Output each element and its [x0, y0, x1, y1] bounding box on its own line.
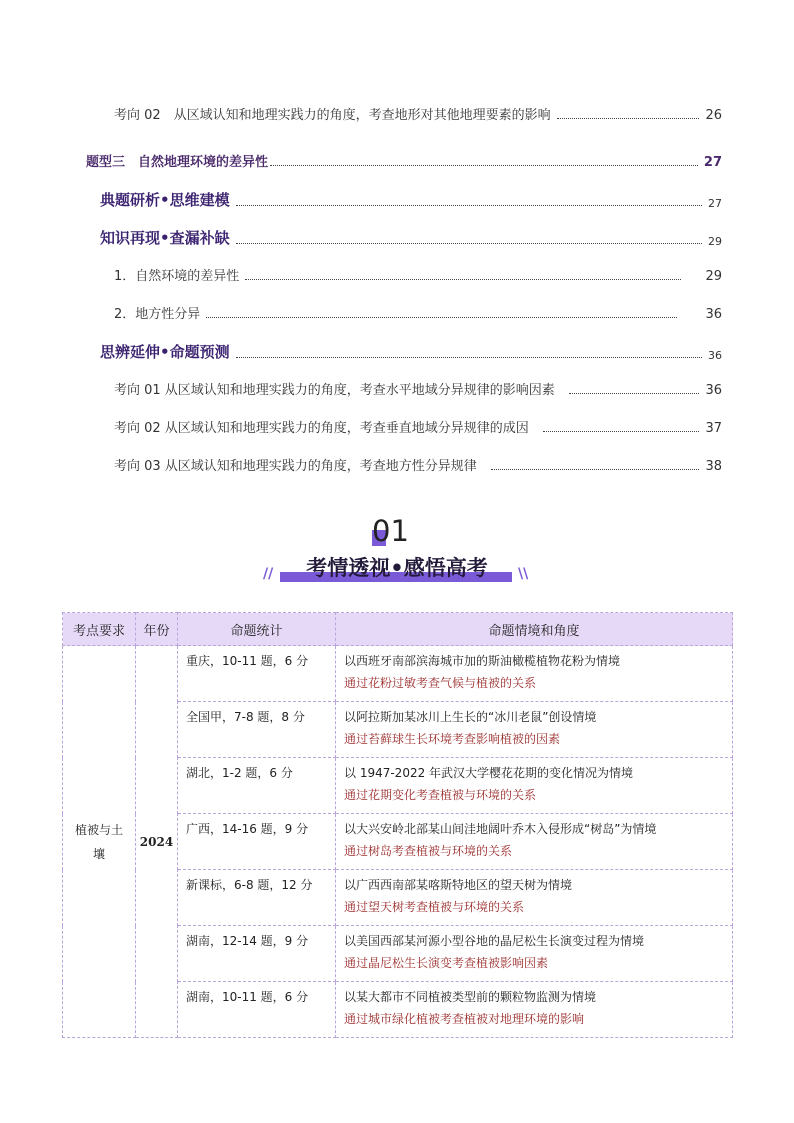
toc-page-number: 36 [705, 383, 722, 398]
context-cell [336, 646, 733, 702]
left-slash-decoration: // [263, 566, 274, 582]
toc-entry[interactable] [100, 227, 722, 248]
toc-section-label: 思辨延伸•命题预测 [100, 343, 230, 361]
header-year: 年份 [136, 613, 178, 646]
toc-page-number: 27 [708, 197, 722, 210]
toc-entry[interactable] [114, 417, 722, 436]
toc-page-number: 36 [708, 349, 722, 362]
toc-entry[interactable] [114, 303, 722, 322]
context-angle: 通过苔藓球生长环境考查影响植被的因素 [344, 732, 561, 746]
stat-cell: 新课标，6-8 题，12 分 [178, 870, 336, 926]
context-angle: 通过树岛考查植被与环境的关系 [344, 844, 513, 858]
stat-cell: 湖北，1-2 题，6 分 [178, 758, 336, 814]
year-cell: 2024 [136, 646, 178, 1038]
toc-entry[interactable] [114, 265, 722, 284]
toc-entry-label: 考向 02 从区域认知和地理实践力的角度，考查地形对其他地理要素的影响 [114, 108, 551, 123]
context-angle: 通过城市绿化植被考查植被对地理环境的影响 [344, 1012, 585, 1026]
stat-cell: 重庆，10-11 题，6 分 [178, 646, 336, 702]
toc-entry[interactable] [100, 341, 722, 362]
context-cell [336, 758, 733, 814]
exam-analysis-table [62, 612, 733, 1038]
context-angle: 通过花粉过敏考查气候与植被的关系 [344, 676, 537, 690]
toc-leader-dots [206, 317, 677, 318]
section-number: 01 [372, 514, 409, 548]
toc-entry-label: 考向 01 从区域认知和地理实践力的角度，考查水平地域分异规律的影响因素 [114, 383, 555, 398]
toc-entry[interactable] [86, 151, 722, 170]
toc-section-label: 知识再现•查漏补缺 [100, 229, 230, 247]
header-statistics: 命题统计 [178, 613, 336, 646]
toc-page-number: 26 [705, 108, 722, 123]
toc-leader-dots [557, 118, 700, 119]
section-title-text: 考情透视•感悟高考 [306, 556, 488, 580]
toc-entry[interactable] [100, 189, 722, 210]
toc-entry-label: 考向 03 从区域认知和地理实践力的角度，考查地方性分异规律 [114, 459, 477, 474]
toc-entry[interactable] [114, 455, 722, 474]
context-scenario: 以西班牙南部滨海城市加的斯油橄榄植物花粉为情境 [344, 654, 621, 668]
context-scenario: 以美国西部某河源小型谷地的晶尼松生长演变过程为情境 [344, 934, 645, 948]
stat-cell: 全国甲，7-8 题，8 分 [178, 702, 336, 758]
toc-page-number: 29 [708, 235, 722, 248]
context-angle: 通过花期变化考查植被与环境的关系 [344, 788, 537, 802]
section-title [262, 552, 532, 586]
toc-leader-dots [569, 393, 700, 394]
context-cell [336, 926, 733, 982]
table-header-row [63, 613, 733, 646]
toc-section-label: 典题研析•思维建模 [100, 191, 230, 209]
context-scenario: 以阿拉斯加某冰川上生长的“冰川老鼠”创设情境 [344, 710, 597, 724]
context-scenario: 以 1947-2022 年武汉大学樱花花期的变化情况为情境 [344, 766, 634, 780]
context-angle: 通过晶尼松生长演变考查植被影响因素 [344, 956, 549, 970]
toc-page-number: 27 [703, 155, 722, 170]
toc-leader-dots [236, 243, 702, 244]
context-scenario: 以广西西南部某喀斯特地区的望天树为情境 [344, 878, 573, 892]
context-cell [336, 814, 733, 870]
toc-leader-dots [543, 431, 700, 432]
context-angle: 通过望天树考查植被与环境的关系 [344, 900, 525, 914]
toc-leader-dots [270, 165, 698, 166]
toc-page-number: 38 [705, 459, 722, 474]
toc-page-number: 36 [705, 307, 722, 322]
context-cell [336, 982, 733, 1038]
table-row [63, 646, 733, 702]
toc-entry[interactable] [114, 379, 722, 398]
context-cell [336, 870, 733, 926]
context-scenario: 以某大都市不同植被类型前的颗粒物监测为情境 [344, 990, 597, 1004]
toc-leader-dots [236, 357, 702, 358]
toc-entry-label: 考向 02 从区域认知和地理实践力的角度，考查垂直地域分异规律的成因 [114, 421, 529, 436]
toc-leader-dots [236, 205, 702, 206]
stat-cell: 湖南，10-11 题，6 分 [178, 982, 336, 1038]
stat-cell: 广西，14-16 题，9 分 [178, 814, 336, 870]
context-cell [336, 702, 733, 758]
toc-entry-label: 1．自然环境的差异性 [114, 269, 240, 284]
toc-leader-dots [491, 469, 700, 470]
toc-entry[interactable] [114, 104, 722, 123]
category-cell [63, 646, 136, 1038]
toc-entry-label: 题型三 自然地理环境的差异性 [86, 155, 269, 170]
category-text: 植被与土壤 [75, 822, 124, 861]
header-requirement: 考点要求 [63, 613, 136, 646]
header-context: 命题情境和角度 [336, 613, 733, 646]
toc-leader-dots [245, 279, 681, 280]
toc-page-number: 37 [705, 421, 722, 436]
toc-entry-label: 2．地方性分异 [114, 307, 201, 322]
right-slash-decoration: \\ [518, 566, 529, 582]
context-scenario: 以大兴安岭北部某山间洼地阔叶乔木入侵形成“树岛”为情境 [344, 822, 657, 836]
stat-cell: 湖南，12-14 题，9 分 [178, 926, 336, 982]
toc-page-number: 29 [705, 269, 722, 284]
